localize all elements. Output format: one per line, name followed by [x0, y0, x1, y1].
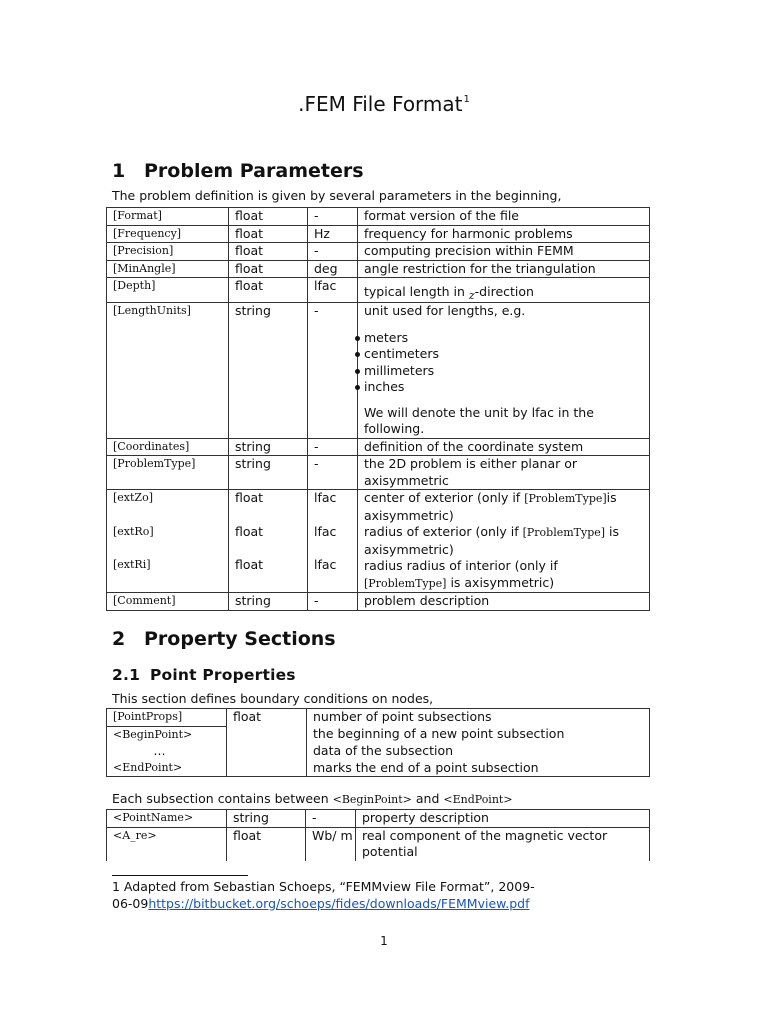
list-item: centimeters	[364, 346, 643, 363]
footnote-rule	[112, 875, 248, 876]
table-row: [Frequency] float Hz frequency for harmonic problems	[107, 225, 650, 243]
point-props-table	[106, 708, 650, 777]
table-row: [Comment] string - problem description	[107, 593, 650, 611]
section-2-heading: 2 Property Sections	[112, 628, 336, 650]
list-item: millimeters	[364, 363, 643, 380]
table-row: [Precision] float - computing precision within FEMM	[107, 243, 650, 261]
table-row: <PointName> string - property description	[107, 810, 650, 828]
problem-parameters-table	[106, 207, 650, 611]
subsection-note: Each subsection contains between <BeginPoint> and <EndPoint>	[112, 791, 513, 806]
footnote-link[interactable]: https://bitbucket.org/schoeps/fides/downloads/FEMMview.pdf	[148, 895, 530, 911]
table-row: <A_re> float Wb/ m real component of the magnetic vector potential	[107, 827, 650, 861]
footnote: 1 Adapted from Sebastian Schoeps, “FEMMview File Format”, 2009-06-09https://bitbucket.org/schoeps/fides/downloads/FEMMview.pdf	[112, 879, 535, 911]
section-2-1-heading: 2.1 Point Properties	[112, 666, 296, 684]
table-row: [Format] float - format version of the file	[107, 208, 650, 226]
list-item: meters	[364, 330, 643, 347]
table-row: [extZo] [extRo] [extRi] float float float lfac lfac lfac center of exterior (only if [ProblemType]is axisymmetric) radius of exterior (only if [ProblemType] is axisymmetric) radius radius of interior (only if [ProblemType] is axisymmetric)	[107, 490, 650, 593]
section-1-heading: 1 Problem Parameters	[112, 160, 364, 182]
table-row: <BeginPoint> the beginning of a new point subsection	[107, 726, 650, 743]
list-item: inches	[364, 379, 643, 396]
section-1-intro: The problem definition is given by several parameters in the beginning,	[112, 188, 562, 203]
table-row: [ProblemType] string - the 2D problem is either planar or axisymmetric	[107, 456, 650, 490]
length-units-list	[364, 330, 643, 396]
title-footnote-mark: 1	[463, 94, 470, 105]
point-subsection-table	[106, 809, 650, 861]
table-row: [PointProps] float number of point subsections	[107, 709, 650, 727]
page-title	[0, 92, 768, 116]
page-number: 1	[380, 934, 388, 948]
table-row: <EndPoint> marks the end of a point subsection	[107, 760, 650, 777]
table-row: [LengthUnits] string - unit used for lengths, e.g. meters centimeters millimeters inches We will denote the unit by lfac in the following.	[107, 303, 650, 439]
title-text: .FEM File Format	[298, 92, 463, 116]
section-2-1-intro: This section defines boundary conditions on nodes,	[112, 691, 434, 706]
table-row: [Coordinates] string - definition of the coordinate system	[107, 438, 650, 456]
table-row: [Depth] float lfac typical length in z-direction	[107, 278, 650, 303]
table-row: [MinAngle] float deg angle restriction for the triangulation	[107, 260, 650, 278]
table-row: ... data of the subsection	[107, 743, 650, 760]
